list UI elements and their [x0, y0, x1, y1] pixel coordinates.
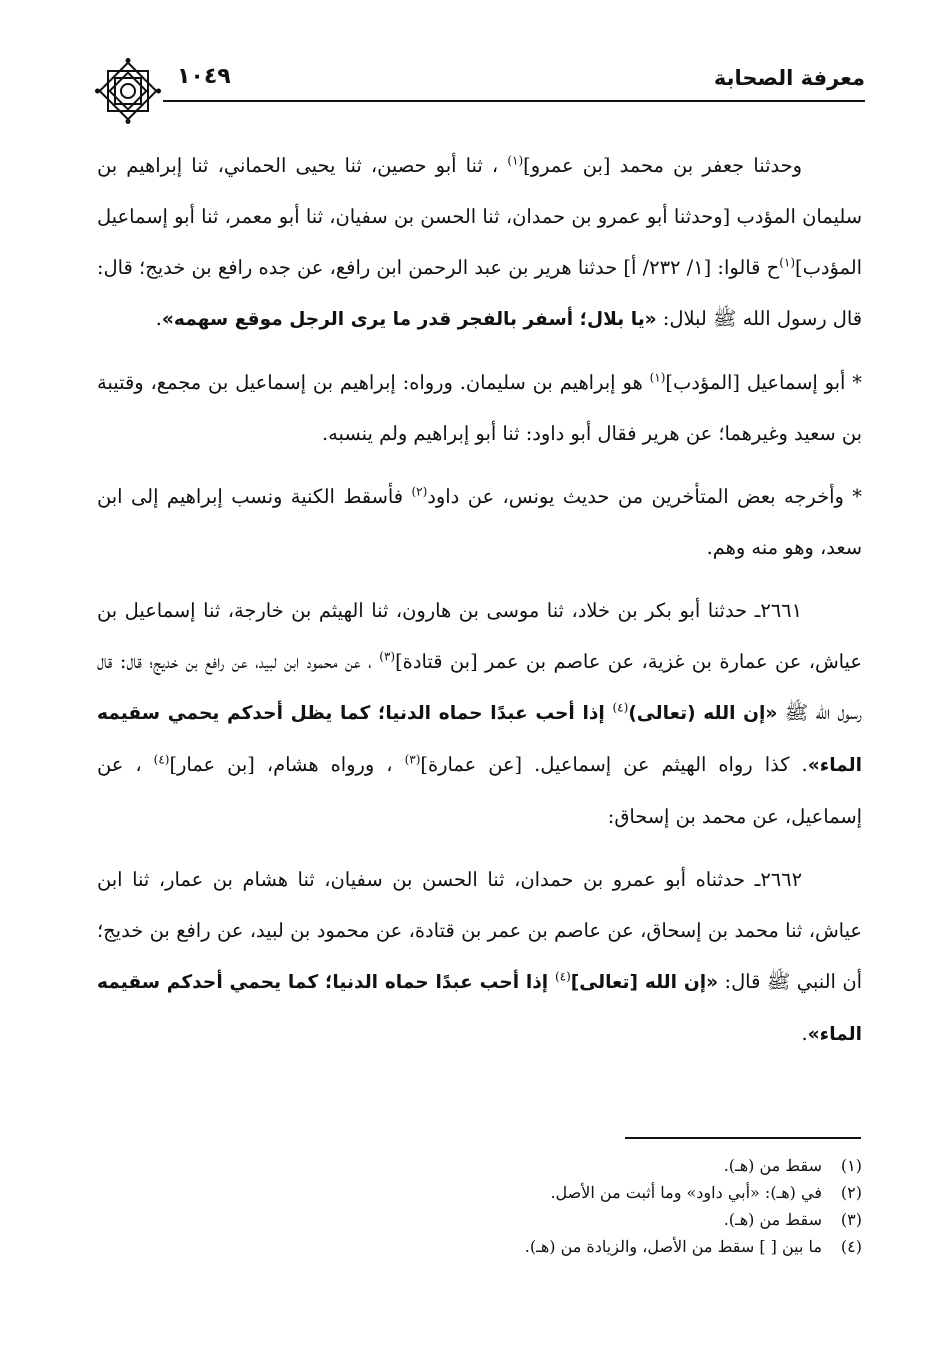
text-run: ، عن إسماعيل، عن محمد بن إسحاق: [97, 753, 862, 828]
text-run: . [801, 1022, 808, 1045]
footnote-item [250, 1206, 862, 1233]
text-run: ، ثنا أبو حصين، ثنا يحيى الحماني، ثنا إبراهيم بن سليمان المؤدب [وحدثنا أبو عمرو بن حمدان، ثنا الحسن بن سفيان، ثنا أبو معمر، ثنا أبو إسماعيل المؤدب] [97, 154, 863, 279]
footnote-separator [625, 1137, 861, 1139]
footnote-item [250, 1152, 862, 1179]
footnote-number: (١) [840, 1156, 862, 1175]
text-run: ، ورواه هشام، [بن عمار] [169, 753, 405, 776]
footnote-marker: (٣) [404, 752, 421, 767]
footnote-marker: (١) [649, 370, 666, 385]
footnote-number: (٣) [840, 1210, 862, 1229]
footnote-marker: (٣) [379, 649, 396, 664]
text-run: هو إبراهيم بن سليمان. ورواه: إبراهيم بن إسماعيل بن مجمع، وقتيبة بن سعيد وغيرهما؛ عن هرير فقال أبو داود: ثنا أبو إبراهيم ولم ينسبه. [97, 371, 862, 445]
footnote-text: ما بين [ ] سقط من الأصل، والزيادة من (هـ). [524, 1237, 822, 1256]
footnote-item [250, 1179, 862, 1206]
comment-paragraph [97, 357, 862, 459]
hadith-quote: إذا أحب عبدًا حماه الدنيا؛ كما يحمي أحدكم سقيمه الماء» [97, 972, 862, 1045]
footnote-item [250, 1233, 862, 1260]
text-run: ، عن محمود ابن لبيد، عن رافع بن خديج؛ قال: قال رسول الله ﷺ [97, 650, 863, 724]
text-run: . [155, 307, 162, 330]
footnotes [250, 1152, 862, 1260]
footnote-marker: (٤) [554, 969, 571, 984]
footnote-number: (٢) [840, 1183, 862, 1202]
text-run: . كذا رواه الهيثم عن إسماعيل. [عن عمارة] [420, 753, 808, 776]
text-run: ح قالوا: [١/ ٢٣٢/ أ] حدثنا هرير بن عبد الرحمن ابن رافع، عن جده رافع بن خديج؛ قال: قال رسول الله ﷺ لبلال: [97, 256, 862, 330]
footnote-marker: (٤) [153, 752, 170, 767]
hadith-quote: «يا بلال؛ أسفر بالفجر قدر ما يرى الرجل موقع سهمه» [161, 309, 657, 330]
footnote-marker: (١) [779, 255, 796, 270]
page-number: ١٠٤٩ [177, 64, 231, 89]
text-run: ٢٦٦١ـ حدثنا أبو بكر بن خلاد، ثنا موسى بن هارون، ثنا الهيثم بن خارجة، ثنا إسماعيل بن عياش، عن عمارة بن غزية، عن عاصم بن عمر [بن قتادة] [97, 599, 862, 673]
comment-paragraph [97, 471, 862, 573]
narration-paragraph [97, 140, 862, 345]
narration-paragraph [97, 585, 862, 842]
footnote-marker: (٤) [612, 700, 629, 715]
hadith-quote: «إن الله [تعالى] [570, 972, 719, 993]
book-title: معرفة الصحابة [713, 66, 865, 90]
footnote-marker: (٢) [411, 484, 428, 499]
footnote-number: (٤) [840, 1237, 862, 1256]
hadith-quote: «إن الله (تعالى) [628, 703, 778, 724]
text-run: وحدثنا جعفر بن محمد [بن عمرو] [523, 154, 802, 177]
main-text [97, 140, 862, 1072]
footnote-text: سقط من (هـ). [723, 1210, 822, 1229]
text-run: * وأخرجه بعض المتأخرين من حديث يونس، عن داود [427, 485, 862, 508]
footnote-text: في (هـ): «أبي داود» وما أثبت من الأصل. [550, 1183, 822, 1202]
star-octagon-ornament-icon [95, 58, 161, 124]
text-run: فأسقط الكنية ونسب إبراهيم إلى ابن سعد، وهو منه وهم. [97, 485, 862, 559]
narration-paragraph [97, 854, 862, 1060]
page-header [95, 58, 865, 120]
text-run: ٢٦٦٢ـ حدثناه أبو عمرو بن حمدان، ثنا الحسن بن سفيان، ثنا هشام بن عمار، ثنا ابن عياش، ثنا محمد بن إسحاق، عن عاصم بن عمر بن قتادة، عن محمود بن لبيد، عن رافع بن خديج؛ أن النبي ﷺ قال: [97, 868, 862, 993]
text-run: * أبو إسماعيل [المؤدب] [665, 371, 862, 394]
footnote-marker: (١) [507, 153, 524, 168]
header-rule [163, 100, 865, 102]
hadith-quote: إذا أحب عبدًا حماه الدنيا؛ كما يظل أحدكم يحمي سقيمه الماء» [97, 703, 863, 776]
footnote-text: سقط من (هـ). [723, 1156, 822, 1175]
